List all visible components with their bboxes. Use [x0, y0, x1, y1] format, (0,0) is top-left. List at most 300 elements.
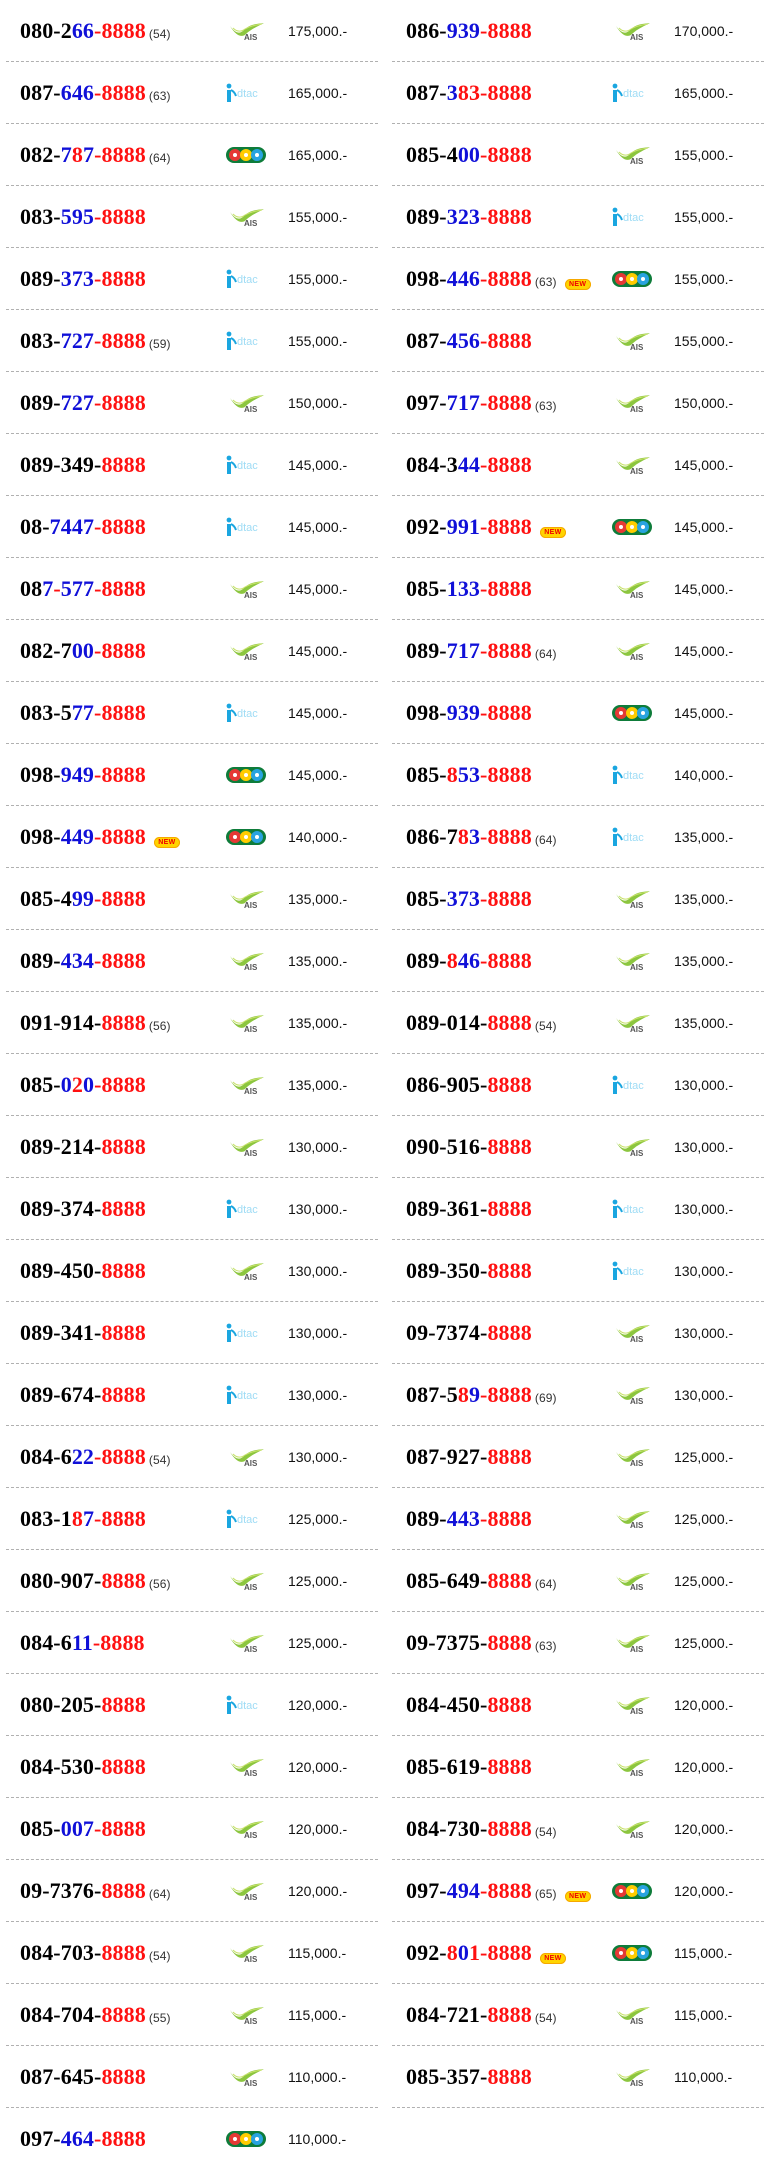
svg-text:AIS: AIS: [244, 590, 258, 600]
price: 125,000.-: [288, 1634, 348, 1651]
svg-text:AIS: AIS: [244, 1582, 258, 1592]
svg-text:AIS: AIS: [630, 2078, 644, 2088]
phone-number[interactable]: 085-4 00 -8888: [406, 141, 532, 167]
listing-item[interactable]: [6, 0, 378, 62]
dtac-logo-icon: [224, 330, 268, 352]
listing-item[interactable]: [6, 1674, 378, 1736]
listing-item: [392, 2108, 764, 2164]
ais-logo-icon: [224, 1136, 268, 1158]
svg-text:AIS: AIS: [244, 1458, 258, 1468]
listing-row: [6, 1240, 764, 1302]
listing-item[interactable]: [392, 806, 764, 868]
digit-sum: (54): [534, 1824, 557, 1839]
phone-number[interactable]: 098- 449 -8888 NEW: [20, 824, 180, 850]
listing-item[interactable]: [392, 1302, 764, 1364]
phone-number[interactable]: 097- 494 -8888 (65) NEW: [406, 1878, 591, 1904]
svg-text:AIS: AIS: [630, 962, 644, 972]
listing-item[interactable]: [6, 1488, 378, 1550]
price: 135,000.-: [288, 1076, 348, 1093]
phone-number[interactable]: 087- 646 -8888 (63): [20, 79, 171, 105]
listing-item[interactable]: [6, 1178, 378, 1240]
listing-item[interactable]: [6, 1240, 378, 1302]
svg-text:AIS: AIS: [630, 1024, 644, 1034]
listing-row: [6, 310, 764, 372]
listing-item[interactable]: [392, 1612, 764, 1674]
digit-sum: (54): [148, 26, 171, 41]
listing-item[interactable]: [6, 186, 378, 248]
listing-item[interactable]: [392, 1550, 764, 1612]
listing-item[interactable]: [6, 1612, 378, 1674]
listing-item[interactable]: [392, 1798, 764, 1860]
price: 120,000.-: [674, 1758, 734, 1775]
dtac-logo-icon: [224, 1508, 268, 1530]
phone-number[interactable]: 084-530- 8888: [20, 1753, 146, 1779]
phone-number[interactable]: 082- 7 8 7 -8888 (64): [20, 141, 171, 167]
phone-number[interactable]: 085-619- 8888: [406, 1753, 532, 1779]
new-badge-icon: NEW: [154, 837, 180, 848]
phone-number[interactable]: 089-350- 8888: [406, 1257, 532, 1283]
listing-item[interactable]: [392, 1922, 764, 1984]
price: 130,000.-: [674, 1138, 734, 1155]
price: 110,000.-: [288, 2130, 347, 2147]
svg-text:AIS: AIS: [244, 404, 258, 414]
listing-item[interactable]: [392, 1178, 764, 1240]
listing-item[interactable]: [6, 558, 378, 620]
listing-item[interactable]: [392, 496, 764, 558]
phone-number[interactable]: 086-905- 8888: [406, 1071, 532, 1097]
phone-number[interactable]: 085-357- 8888: [406, 2063, 532, 2089]
listing-item[interactable]: [392, 558, 764, 620]
phone-number[interactable]: 080-2 66 -8888 (54): [20, 17, 171, 43]
svg-text:AIS: AIS: [630, 156, 644, 166]
svg-text:AIS: AIS: [244, 1954, 258, 1964]
ais-logo-icon: [224, 1570, 268, 1592]
listing-row: [6, 62, 764, 124]
svg-text:dtac: dtac: [237, 273, 258, 286]
phone-number[interactable]: 085- 0 2 0 -8888: [20, 1071, 146, 1097]
price: 130,000.-: [288, 1448, 348, 1465]
svg-text:dtac: dtac: [237, 1327, 258, 1340]
price: 165,000.-: [288, 146, 348, 163]
ais-logo-icon: [610, 2004, 654, 2026]
dtac-logo-icon: [224, 454, 268, 476]
svg-text:AIS: AIS: [630, 1334, 644, 1344]
listing-row: [6, 1798, 764, 1860]
phone-number[interactable]: 089-374- 8888: [20, 1195, 146, 1221]
price: 135,000.-: [288, 890, 348, 907]
ais-logo-icon: [610, 392, 654, 414]
listing-row: [6, 1550, 764, 1612]
listing-item[interactable]: [6, 682, 378, 744]
phone-number[interactable]: 092- 991 -8888 NEW: [406, 514, 566, 540]
phone-number[interactable]: 089-349- 8888: [20, 451, 146, 477]
phone-number[interactable]: 090-516- 8888: [406, 1133, 532, 1159]
listing-row: [6, 930, 764, 992]
listing-row: [6, 0, 764, 62]
svg-text:AIS: AIS: [630, 1768, 644, 1778]
listing-item[interactable]: [392, 1674, 764, 1736]
price: 155,000.-: [674, 270, 734, 287]
phone-number[interactable]: 083-5 77 -8888: [20, 699, 146, 725]
phone-number[interactable]: 084-730- 8888 (54): [406, 1815, 557, 1841]
ais-logo-icon: [610, 950, 654, 972]
ais-logo-icon: [224, 20, 268, 42]
ais-logo-icon: [224, 1446, 268, 1468]
phone-number[interactable]: 097- 464 -8888: [20, 2125, 146, 2151]
listing-item[interactable]: [6, 1798, 378, 1860]
listing-item[interactable]: [392, 2046, 764, 2108]
listing-item[interactable]: [392, 124, 764, 186]
price: 145,000.-: [288, 580, 348, 597]
svg-text:AIS: AIS: [630, 466, 644, 476]
listing-item[interactable]: [6, 62, 378, 124]
svg-text:AIS: AIS: [630, 2016, 644, 2026]
svg-text:AIS: AIS: [630, 1520, 644, 1530]
listing-item[interactable]: [392, 1240, 764, 1302]
listing-item[interactable]: [392, 372, 764, 434]
listing-item[interactable]: [392, 0, 764, 62]
price: 145,000.-: [288, 642, 348, 659]
listing-item[interactable]: [6, 868, 378, 930]
truemove-logo-icon: [224, 2128, 268, 2150]
svg-text:dtac: dtac: [237, 459, 258, 472]
phone-number[interactable]: 084-6 22 -8888 (54): [20, 1443, 171, 1469]
price: 145,000.-: [288, 456, 348, 473]
listing-item[interactable]: [392, 1984, 764, 2046]
phone-number[interactable]: 087-927- 8888: [406, 1443, 532, 1469]
price: 120,000.-: [288, 1696, 348, 1713]
phone-number[interactable]: 089-014- 8888 (54): [406, 1009, 557, 1035]
price: 120,000.-: [674, 1696, 734, 1713]
price: 165,000.-: [674, 84, 734, 101]
svg-text:AIS: AIS: [244, 1024, 258, 1034]
phone-number[interactable]: 091-914- 8888 (56): [20, 1009, 171, 1035]
listing-row: [6, 620, 764, 682]
price: 125,000.-: [288, 1510, 348, 1527]
phone-number[interactable]: 092- 8 0 1-8888 NEW: [406, 1940, 566, 1966]
phone-number[interactable]: 089- 323 -8888: [406, 203, 532, 229]
svg-text:dtac: dtac: [237, 521, 258, 534]
ais-logo-icon: [224, 1942, 268, 1964]
listing-item[interactable]: [6, 744, 378, 806]
price: 145,000.-: [674, 518, 734, 535]
listing-item[interactable]: [392, 930, 764, 992]
phone-number[interactable]: 09-7374- 8888: [406, 1319, 532, 1345]
phone-number[interactable]: 087- 3 83-8888: [406, 79, 532, 105]
listing-item[interactable]: [6, 2108, 378, 2164]
phone-number[interactable]: 080-907- 8888 (56): [20, 1567, 171, 1593]
phone-number[interactable]: 087-5 8 9 -8888 (69): [406, 1381, 557, 1407]
listing-item[interactable]: [6, 1054, 378, 1116]
phone-number[interactable]: 089-341- 8888: [20, 1319, 146, 1345]
phone-number[interactable]: 089- 434 -8888: [20, 947, 146, 973]
ais-logo-icon: [610, 330, 654, 352]
listing-row: [6, 558, 764, 620]
phone-number[interactable]: 083- 595 -8888: [20, 203, 146, 229]
listing-item[interactable]: [392, 868, 764, 930]
price: 115,000.-: [674, 1944, 733, 1961]
listing-row: [6, 868, 764, 930]
digit-sum: (64): [534, 1576, 557, 1591]
ais-logo-icon: [610, 1322, 654, 1344]
listing-row: [6, 1302, 764, 1364]
listing-item[interactable]: [392, 1426, 764, 1488]
digit-sum: (64): [534, 646, 557, 661]
ais-logo-icon: [224, 950, 268, 972]
svg-text:AIS: AIS: [630, 1830, 644, 1840]
phone-number[interactable]: 086-7 8 3 -8888 (64): [406, 823, 557, 849]
price: 120,000.-: [288, 1758, 348, 1775]
phone-number[interactable]: 09-7376- 8888 (64): [20, 1877, 171, 1903]
ais-logo-icon: [224, 1074, 268, 1096]
phone-number[interactable]: 086- 939 -8888: [406, 17, 532, 43]
listing-item[interactable]: [392, 1736, 764, 1798]
price: 145,000.-: [288, 766, 348, 783]
price: 145,000.-: [288, 518, 348, 535]
truemove-logo-icon: [610, 268, 654, 290]
ais-logo-icon: [224, 1818, 268, 1840]
price: 130,000.-: [674, 1200, 734, 1217]
dtac-logo-icon: [224, 1694, 268, 1716]
svg-text:AIS: AIS: [630, 590, 644, 600]
phone-number[interactable]: 084-703- 8888 (54): [20, 1939, 171, 1965]
svg-text:AIS: AIS: [630, 652, 644, 662]
phone-number[interactable]: 087- 456 -8888: [406, 327, 532, 353]
price: 155,000.-: [288, 270, 348, 287]
phone-number[interactable]: 097- 717 -8888 (63): [406, 389, 557, 415]
price: 140,000.-: [288, 828, 348, 845]
ais-logo-icon: [610, 1446, 654, 1468]
phone-number[interactable]: 089- 8 46 -8888: [406, 947, 532, 973]
listing-item[interactable]: [6, 434, 378, 496]
svg-text:AIS: AIS: [244, 1830, 258, 1840]
dtac-logo-icon: [224, 268, 268, 290]
phone-number[interactable]: 084-3 44 -8888: [406, 451, 532, 477]
listing-item[interactable]: [392, 744, 764, 806]
price: 145,000.-: [674, 642, 734, 659]
listing-item[interactable]: [6, 1426, 378, 1488]
phone-number[interactable]: 085- 007 -8888: [20, 1815, 146, 1841]
phone-number[interactable]: 085- 133 -8888: [406, 575, 532, 601]
digit-sum: (63): [534, 1638, 557, 1653]
phone-number[interactable]: 089- 443 -8888: [406, 1505, 532, 1531]
ais-logo-icon: [610, 1756, 654, 1778]
price: 130,000.-: [288, 1262, 348, 1279]
price: 140,000.-: [674, 766, 734, 783]
phone-number[interactable]: 098- 446 -8888 (63) NEW: [406, 266, 591, 292]
phone-number[interactable]: 083- 727 -8888 (59): [20, 327, 171, 353]
listing-item[interactable]: [392, 310, 764, 372]
svg-text:AIS: AIS: [244, 1086, 258, 1096]
ais-logo-icon: [224, 2004, 268, 2026]
price: 110,000.-: [288, 2068, 347, 2085]
ais-logo-icon: [610, 454, 654, 476]
phone-number[interactable]: 084-6 11 -8888: [20, 1629, 145, 1655]
price: 155,000.-: [674, 332, 734, 349]
price: 130,000.-: [674, 1076, 734, 1093]
listing-item[interactable]: [392, 1116, 764, 1178]
dtac-logo-icon: [224, 1322, 268, 1344]
truemove-logo-icon: [224, 144, 268, 166]
svg-text:dtac: dtac: [623, 1265, 644, 1278]
ais-logo-icon: [224, 578, 268, 600]
listing-item[interactable]: [6, 372, 378, 434]
svg-text:dtac: dtac: [623, 1079, 644, 1092]
listing-row: [6, 682, 764, 744]
listing-row: [6, 434, 764, 496]
listing-item[interactable]: [392, 1054, 764, 1116]
listing-row: [6, 2108, 764, 2164]
phone-number[interactable]: 085-4 99 -8888: [20, 885, 146, 911]
listing-item[interactable]: [6, 248, 378, 310]
phone-number[interactable]: 089-214- 8888: [20, 1133, 146, 1159]
ais-logo-icon: [224, 206, 268, 228]
phone-number[interactable]: 089-674- 8888: [20, 1381, 146, 1407]
digit-sum: (63): [534, 274, 557, 289]
dtac-logo-icon: [610, 1074, 654, 1096]
listing-item[interactable]: [392, 620, 764, 682]
digit-sum: (64): [534, 832, 557, 847]
svg-text:dtac: dtac: [237, 707, 258, 720]
svg-text:AIS: AIS: [244, 1148, 258, 1158]
ais-logo-icon: [610, 20, 654, 42]
price: 115,000.-: [288, 2006, 347, 2023]
ais-logo-icon: [224, 2066, 268, 2088]
phone-number[interactable]: 089- 373 -8888: [20, 265, 146, 291]
listing-row: [6, 2046, 764, 2108]
price: 145,000.-: [674, 704, 734, 721]
listing-item[interactable]: [392, 62, 764, 124]
svg-text:AIS: AIS: [244, 900, 258, 910]
ais-logo-icon: [610, 578, 654, 600]
svg-text:AIS: AIS: [244, 218, 258, 228]
listing-item[interactable]: [6, 1302, 378, 1364]
digit-sum: (63): [534, 398, 557, 413]
phone-number[interactable]: 098- 949 -8888: [20, 761, 146, 787]
price: 150,000.-: [674, 394, 734, 411]
listing-item[interactable]: [6, 1736, 378, 1798]
digit-sum: (54): [534, 2010, 557, 2025]
phone-number[interactable]: 085- 8 53 -8888: [406, 761, 532, 787]
svg-text:dtac: dtac: [623, 831, 644, 844]
digit-sum: (64): [148, 150, 171, 165]
ais-logo-icon: [224, 1632, 268, 1654]
phone-number[interactable]: 098- 939 -8888: [406, 699, 532, 725]
dtac-logo-icon: [224, 1384, 268, 1406]
ais-logo-icon: [224, 888, 268, 910]
price: 125,000.-: [674, 1448, 734, 1465]
phone-number[interactable]: 089-450- 8888: [20, 1257, 146, 1283]
listing-row: [6, 1612, 764, 1674]
svg-text:dtac: dtac: [237, 1699, 258, 1712]
phone-number[interactable]: 09-7375- 8888 (63): [406, 1629, 557, 1655]
phone-number[interactable]: 087-645- 8888: [20, 2063, 146, 2089]
listing-item[interactable]: [6, 930, 378, 992]
listing-item[interactable]: [6, 2046, 378, 2108]
listing-item[interactable]: [6, 1550, 378, 1612]
listing-item[interactable]: [6, 992, 378, 1054]
price: 130,000.-: [288, 1386, 348, 1403]
listing-item[interactable]: [6, 1984, 378, 2046]
listing-item[interactable]: [6, 620, 378, 682]
phone-number[interactable]: 085-649- 8888 (64): [406, 1567, 557, 1593]
listing-row: [6, 496, 764, 558]
digit-sum: (69): [534, 1390, 557, 1405]
phone-number[interactable]: 084-704- 8888 (55): [20, 2001, 171, 2027]
phone-number[interactable]: 089-361- 8888: [406, 1195, 532, 1221]
listing-item[interactable]: [392, 248, 764, 310]
listing-row: [6, 1116, 764, 1178]
truemove-logo-icon: [610, 1942, 654, 1964]
listing-row: [6, 186, 764, 248]
new-badge-icon: NEW: [565, 1891, 591, 1902]
price: 175,000.-: [288, 22, 348, 39]
svg-text:AIS: AIS: [244, 1644, 258, 1654]
listing-item[interactable]: [392, 1488, 764, 1550]
svg-text:AIS: AIS: [244, 32, 258, 42]
phone-number[interactable]: 08 7 - 577 -8888: [20, 575, 146, 601]
price: 155,000.-: [288, 208, 348, 225]
phone-number[interactable]: 085- 373 -8888: [406, 885, 532, 911]
price: 135,000.-: [674, 1014, 734, 1031]
listing-row: [6, 1364, 764, 1426]
digit-sum: (54): [148, 1452, 171, 1467]
listing-row: [6, 248, 764, 310]
svg-text:AIS: AIS: [244, 1768, 258, 1778]
phone-number[interactable]: 080-205- 8888: [20, 1691, 146, 1717]
truemove-logo-icon: [610, 702, 654, 724]
listing-item[interactable]: [392, 682, 764, 744]
listing-item[interactable]: [6, 496, 378, 558]
price: 135,000.-: [674, 890, 734, 907]
listing-item[interactable]: [392, 1860, 764, 1922]
phone-number[interactable]: 089- 727 -8888: [20, 389, 146, 415]
listing-item[interactable]: [6, 1922, 378, 1984]
listing-item[interactable]: [6, 806, 378, 868]
listing-row: [6, 1984, 764, 2046]
ais-logo-icon: [224, 1012, 268, 1034]
listing-item[interactable]: [6, 1860, 378, 1922]
truemove-logo-icon: [610, 516, 654, 538]
listing-item[interactable]: [6, 310, 378, 372]
phone-number[interactable]: 082-7 00 -8888: [20, 637, 146, 663]
phone-number[interactable]: 084-450- 8888: [406, 1691, 532, 1717]
svg-text:dtac: dtac: [237, 87, 258, 100]
listing-item[interactable]: [6, 1364, 378, 1426]
price: 145,000.-: [674, 580, 734, 597]
svg-text:AIS: AIS: [244, 1892, 258, 1902]
listing-item[interactable]: [392, 992, 764, 1054]
listing-item[interactable]: [392, 186, 764, 248]
new-badge-icon: NEW: [540, 527, 566, 538]
phone-number[interactable]: 08- 7447 -8888: [20, 513, 146, 539]
listing-item[interactable]: [392, 434, 764, 496]
ais-logo-icon: [610, 1818, 654, 1840]
ais-logo-icon: [224, 392, 268, 414]
listing-item[interactable]: [392, 1364, 764, 1426]
ais-logo-icon: [610, 640, 654, 662]
listing-item[interactable]: [6, 124, 378, 186]
phone-number[interactable]: 084-721- 8888 (54): [406, 2001, 557, 2027]
svg-text:AIS: AIS: [630, 1396, 644, 1406]
svg-text:AIS: AIS: [630, 1148, 644, 1158]
phone-number[interactable]: 083-1 8 7 -8888: [20, 1505, 146, 1531]
svg-text:AIS: AIS: [630, 32, 644, 42]
listing-item[interactable]: [6, 1116, 378, 1178]
svg-text:dtac: dtac: [623, 1203, 644, 1216]
ais-logo-icon: [224, 1756, 268, 1778]
phone-number[interactable]: 089- 717 -8888 (64): [406, 637, 557, 663]
